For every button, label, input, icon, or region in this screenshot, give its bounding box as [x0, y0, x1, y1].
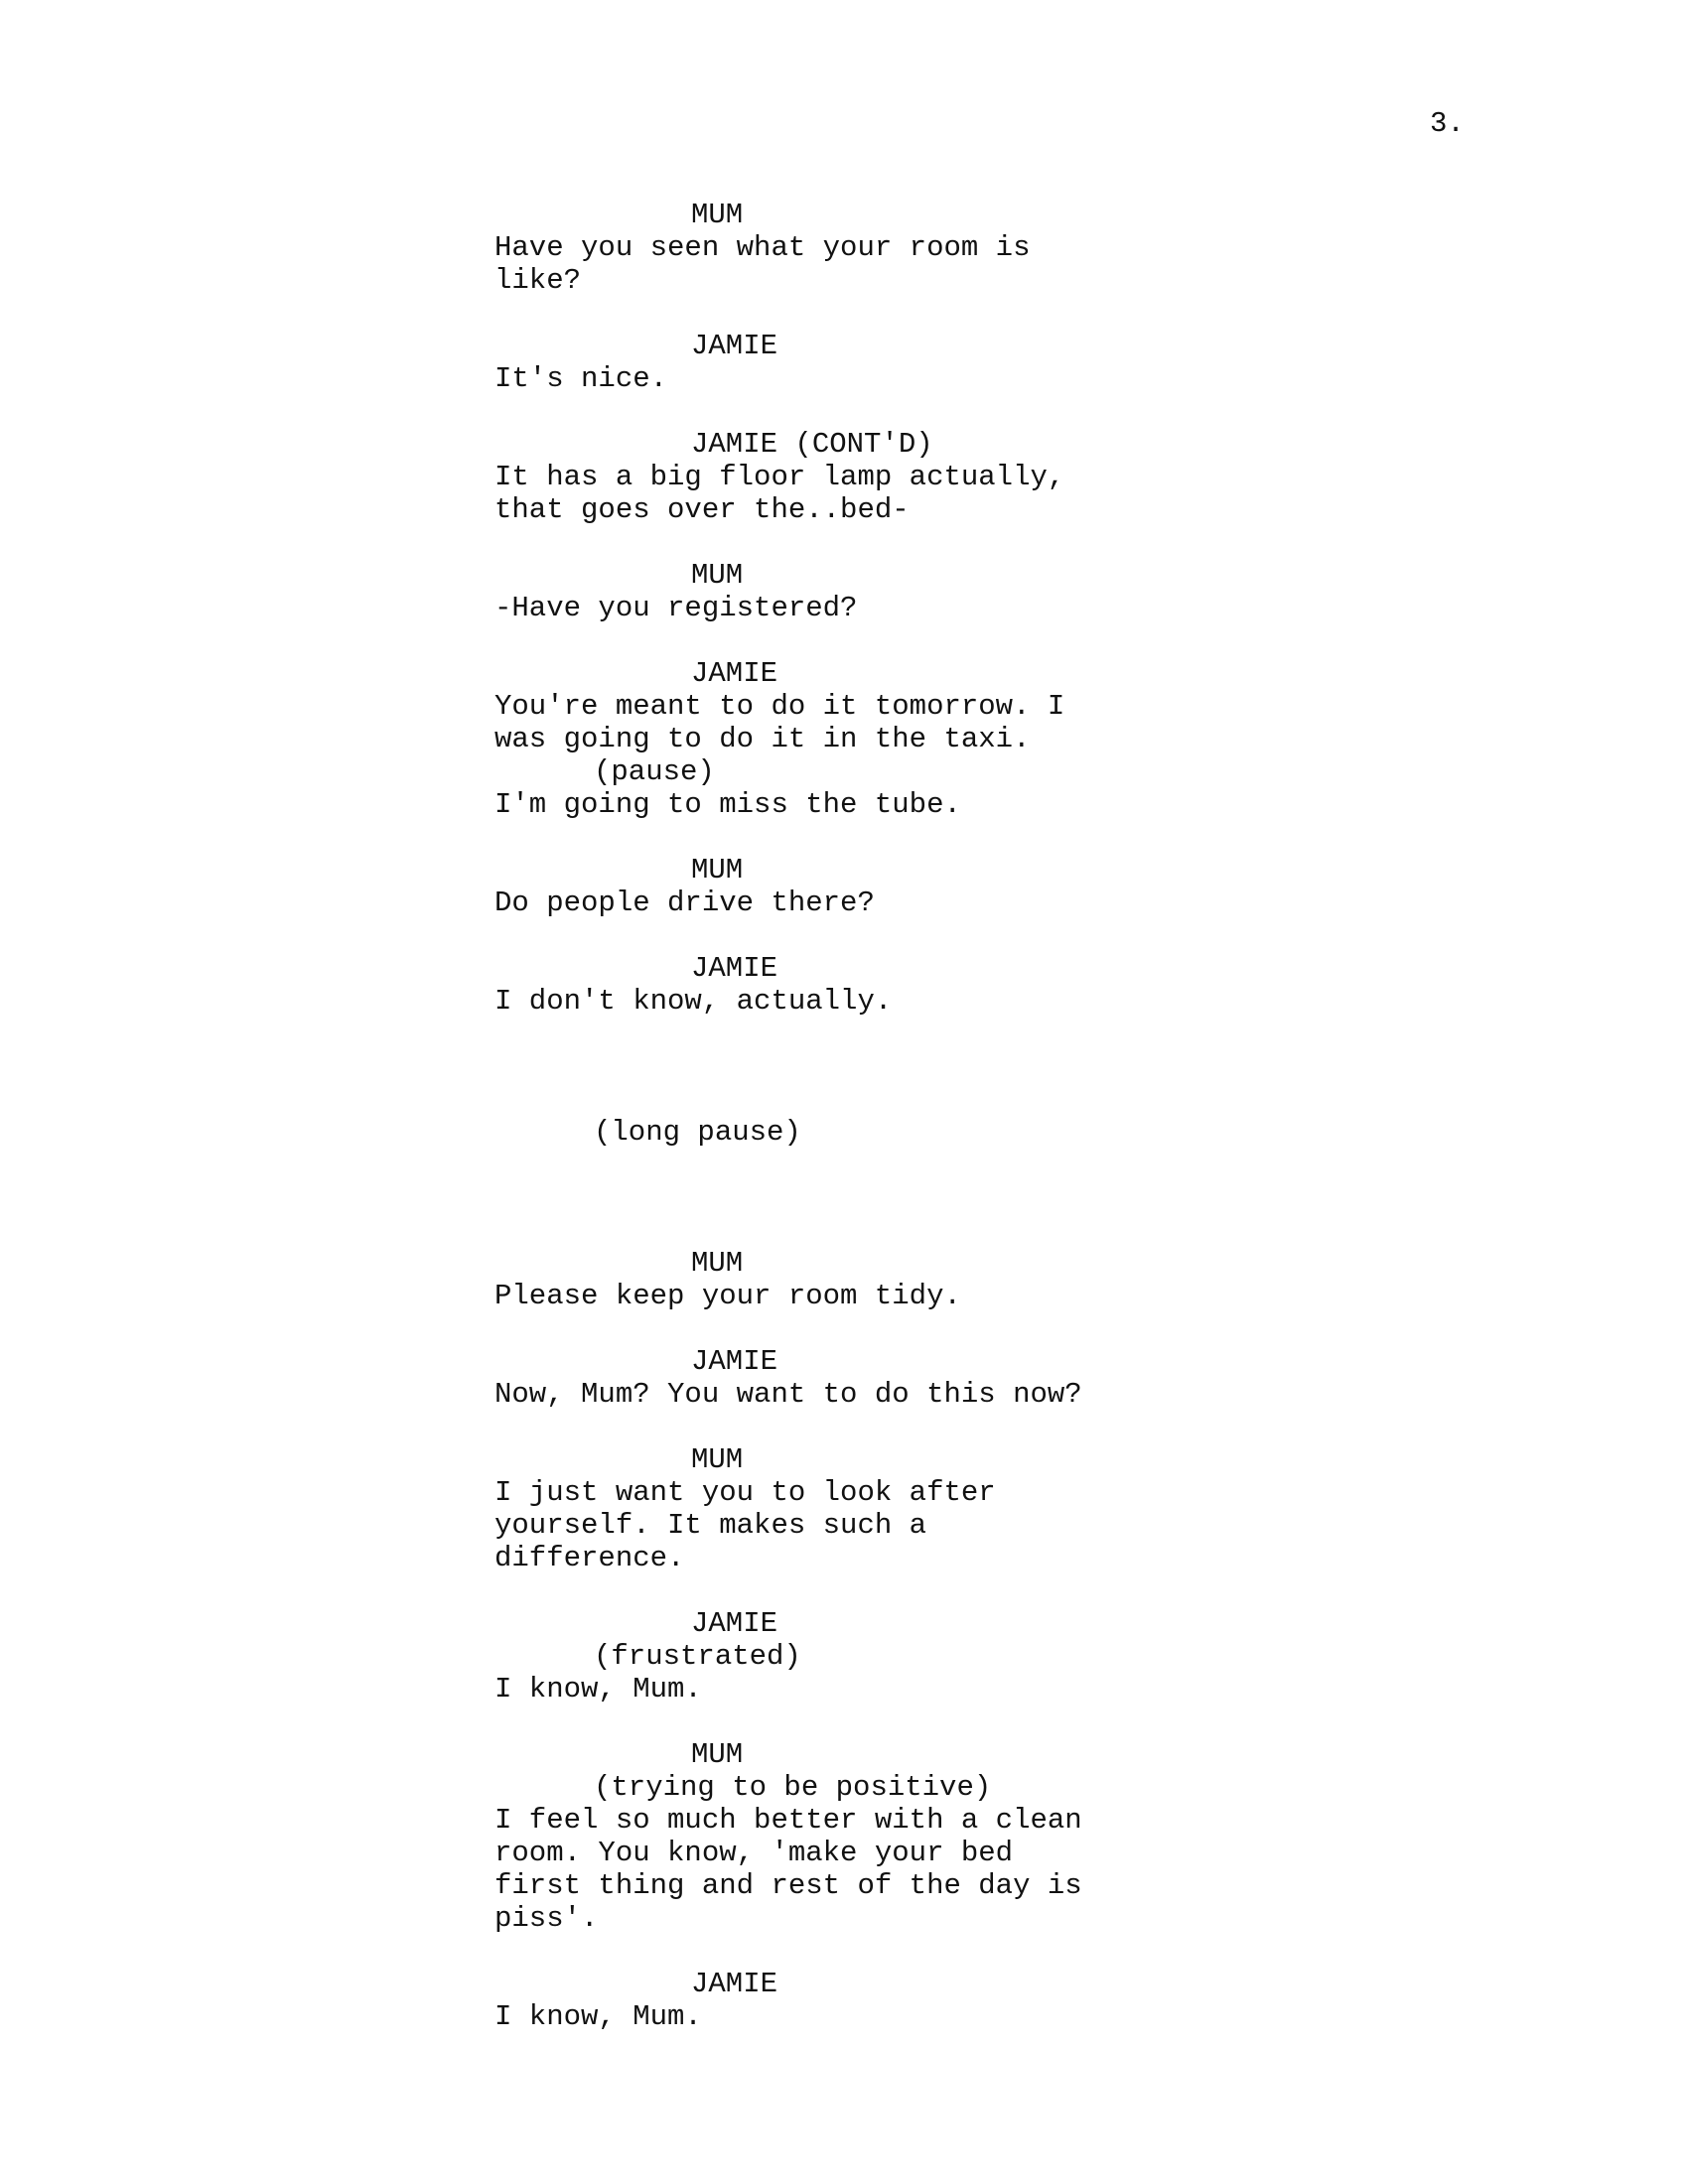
dialogue-line: yourself. It makes such a [494, 1509, 927, 1542]
character-name: JAMIE [691, 330, 778, 362]
dialogue-line: I just want you to look after [494, 1476, 996, 1509]
dialogue-line: It's nice. [494, 362, 668, 395]
parenthetical: (frustrated) [594, 1640, 801, 1673]
dialogue-line: -Have you registered? [494, 592, 858, 624]
dialogue-block [494, 330, 1249, 395]
dialogue-line: Do people drive there? [494, 887, 875, 919]
dialogue-block [494, 1443, 1249, 1574]
dialogue-line: You're meant to do it tomorrow. I [494, 690, 1065, 723]
dialogue-line: It has a big floor lamp actually, [494, 461, 1065, 493]
dialogue-block [494, 428, 1249, 526]
character-name: JAMIE [691, 657, 778, 690]
dialogue-line: was going to do it in the taxi. [494, 723, 1031, 755]
dialogue-line: like? [494, 264, 582, 297]
dialogue-block [494, 199, 1249, 297]
dialogue-line: I feel so much better with a clean [494, 1804, 1082, 1837]
dialogue-line: Have you seen what your room is [494, 231, 1031, 264]
parenthetical: (trying to be positive) [594, 1771, 992, 1804]
dialogue-block [494, 854, 1249, 919]
dialogue-line: difference. [494, 1542, 685, 1574]
character-name: MUM [691, 1247, 744, 1280]
dialogue-block [494, 1968, 1249, 2033]
character-name: MUM [691, 1443, 744, 1476]
character-name: MUM [691, 1738, 744, 1771]
character-name: MUM [691, 854, 744, 887]
action-block [494, 1116, 1249, 1149]
character-name: JAMIE (CONT'D) [691, 428, 933, 461]
dialogue-line: that goes over the..bed- [494, 493, 910, 526]
character-name: JAMIE [691, 1607, 778, 1640]
dialogue-line: I don't know, actually. [494, 985, 893, 1018]
dialogue-block [494, 952, 1249, 1018]
dialogue-line: piss'. [494, 1902, 599, 1935]
dialogue-line: room. You know, 'make your bed [494, 1837, 1014, 1869]
dialogue-line: I know, Mum. [494, 2000, 702, 2033]
dialogue-block [494, 1738, 1249, 1935]
dialogue-line: I'm going to miss the tube. [494, 788, 961, 821]
parenthetical: (pause) [594, 755, 715, 788]
dialogue-line: I know, Mum. [494, 1673, 702, 1706]
dialogue-block [494, 657, 1249, 821]
character-name: MUM [691, 559, 744, 592]
dialogue-line: Now, Mum? You want to do this now? [494, 1378, 1082, 1411]
page-number: 3. [1430, 107, 1465, 140]
dialogue-line: first thing and rest of the day is [494, 1869, 1082, 1902]
character-name: JAMIE [691, 1345, 778, 1378]
dialogue-line: Please keep your room tidy. [494, 1280, 961, 1312]
dialogue-block [494, 1607, 1249, 1706]
action-parenthetical: (long pause) [594, 1116, 801, 1149]
character-name: MUM [691, 199, 744, 231]
dialogue-block [494, 1345, 1249, 1411]
character-name: JAMIE [691, 1968, 778, 2000]
character-name: JAMIE [691, 952, 778, 985]
dialogue-block [494, 1247, 1249, 1312]
dialogue-block [494, 559, 1249, 624]
script-body [494, 199, 1249, 2066]
